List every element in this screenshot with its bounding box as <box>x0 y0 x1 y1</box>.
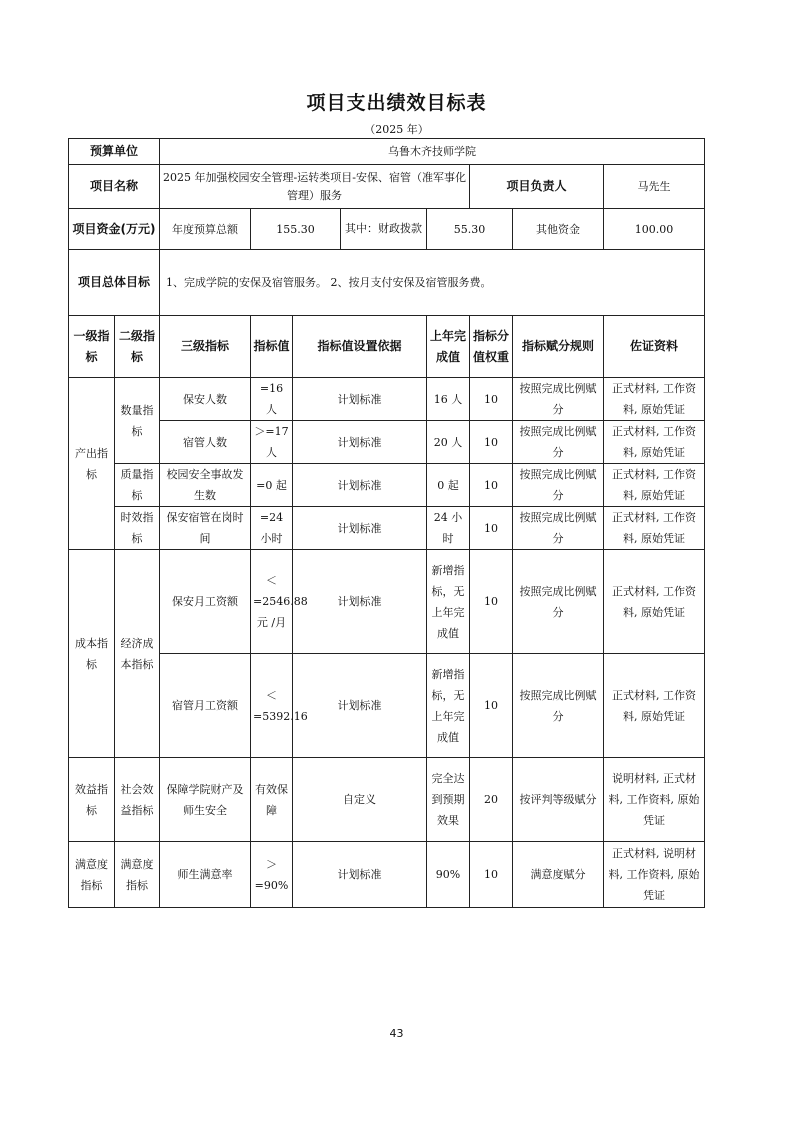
row-basis: 计划标准 <box>293 550 427 654</box>
group-quantity: 数量指标 <box>115 378 160 464</box>
row-weight: 10 <box>470 378 513 421</box>
row-basis: 自定义 <box>293 758 427 842</box>
row-last-year: 新增指标，无上年完成值 <box>427 654 470 758</box>
group-economic: 经济成本指标 <box>115 550 160 758</box>
fiscal-label: 其中：财政拨款 <box>341 209 427 250</box>
project-name-label: 项目名称 <box>69 165 160 209</box>
row-indicator: 保障学院财产及师生安全 <box>160 758 251 842</box>
row-value: ＞=17 人 <box>251 421 293 464</box>
row-basis: 计划标准 <box>293 378 427 421</box>
row-rule: 按照完成比例赋分 <box>513 507 604 550</box>
other-funds-value: 100.00 <box>604 209 705 250</box>
group-output: 产出指标 <box>69 378 115 550</box>
project-funds-row <box>69 209 705 250</box>
annual-budget-label: 年度预算总额 <box>160 209 251 250</box>
overall-goal-label: 项目总体目标 <box>69 250 160 316</box>
header-basis: 指标值设置依据 <box>293 316 427 378</box>
row-rule: 按照完成比例赋分 <box>513 654 604 758</box>
row-evidence: 正式材料, 工作资料, 原始凭证 <box>604 507 705 550</box>
group-cost: 成本指标 <box>69 550 115 758</box>
row-basis: 计划标准 <box>293 507 427 550</box>
year-label: （2025 年） <box>364 123 429 136</box>
row-weight: 10 <box>470 654 513 758</box>
group-quality: 质量指标 <box>115 464 160 507</box>
row-indicator: 校园安全事故发生数 <box>160 464 251 507</box>
row-rule: 按照完成比例赋分 <box>513 378 604 421</box>
row-indicator: 保安人数 <box>160 378 251 421</box>
header-row <box>69 316 705 378</box>
budget-unit-value: 乌鲁木齐技师学院 <box>160 139 705 165</box>
header-level3: 三级指标 <box>160 316 251 378</box>
row-last-year: 16 人 <box>427 378 470 421</box>
row-basis: 计划标准 <box>293 842 427 908</box>
page-title: 项目支出绩效目标表 <box>306 92 487 114</box>
header-value: 指标值 <box>251 316 293 378</box>
row-last-year: 20 人 <box>427 421 470 464</box>
table-row <box>69 378 705 421</box>
row-last-year: 新增指标，无上年完成值 <box>427 550 470 654</box>
fiscal-value: 55.30 <box>427 209 513 250</box>
table-row <box>69 507 705 550</box>
project-name-row <box>69 165 705 209</box>
header-weight: 指标分值权重 <box>470 316 513 378</box>
row-indicator: 宿管月工资额 <box>160 654 251 758</box>
row-weight: 10 <box>470 421 513 464</box>
table-row <box>69 654 705 758</box>
row-indicator: 保安月工资额 <box>160 550 251 654</box>
row-evidence: 正式材料, 工作资料, 原始凭证 <box>604 550 705 654</box>
row-evidence: 说明材料, 正式材料, 工作资料, 原始凭证 <box>604 758 705 842</box>
row-evidence: 正式材料, 工作资料, 原始凭证 <box>604 654 705 758</box>
group-social: 社会效益指标 <box>115 758 160 842</box>
row-indicator: 师生满意率 <box>160 842 251 908</box>
row-value: =24 小时 <box>251 507 293 550</box>
budget-unit-row <box>69 139 705 165</box>
owner-label: 项目负责人 <box>470 165 604 209</box>
performance-target-table <box>68 138 705 908</box>
page-number: 43 <box>389 1027 404 1040</box>
project-name-value: 2025 年加强校园安全管理-运转类项目-安保、宿管（准军事化管理）服务 <box>160 165 470 209</box>
row-value: ＜ =5392.16 <box>251 654 293 758</box>
header-evidence: 佐证资料 <box>604 316 705 378</box>
table-row <box>69 550 705 654</box>
row-weight: 10 <box>470 507 513 550</box>
row-evidence: 正式材料, 工作资料, 原始凭证 <box>604 378 705 421</box>
row-rule: 按照完成比例赋分 <box>513 550 604 654</box>
table-row <box>69 842 705 908</box>
row-last-year: 0 起 <box>427 464 470 507</box>
row-last-year: 24 小时 <box>427 507 470 550</box>
funds-label: 项目资金(万元) <box>69 209 160 250</box>
row-weight: 20 <box>470 758 513 842</box>
row-evidence: 正式材料, 说明材料, 工作资料, 原始凭证 <box>604 842 705 908</box>
row-weight: 10 <box>470 550 513 654</box>
table-row <box>69 758 705 842</box>
table-row <box>69 464 705 507</box>
row-evidence: 正式材料, 工作资料, 原始凭证 <box>604 464 705 507</box>
row-rule: 按照完成比例赋分 <box>513 464 604 507</box>
annual-budget-value: 155.30 <box>251 209 341 250</box>
overall-goal-row <box>69 250 705 316</box>
budget-unit-label: 预算单位 <box>69 139 160 165</box>
group-benefit: 效益指标 <box>69 758 115 842</box>
other-funds-label: 其他资金 <box>513 209 604 250</box>
row-weight: 10 <box>470 464 513 507</box>
header-last-year: 上年完成值 <box>427 316 470 378</box>
row-rule: 按评判等级赋分 <box>513 758 604 842</box>
row-last-year: 完全达到预期效果 <box>427 758 470 842</box>
row-rule: 按照完成比例赋分 <box>513 421 604 464</box>
owner-value: 马先生 <box>604 165 705 209</box>
row-value: =16 人 <box>251 378 293 421</box>
row-basis: 计划标准 <box>293 654 427 758</box>
row-value: =0 起 <box>251 464 293 507</box>
row-indicator: 保安宿管在岗时间 <box>160 507 251 550</box>
row-value: ＞ =90% <box>251 842 293 908</box>
group-timeliness: 时效指标 <box>115 507 160 550</box>
table-row <box>69 421 705 464</box>
row-rule: 满意度赋分 <box>513 842 604 908</box>
header-rule: 指标赋分规则 <box>513 316 604 378</box>
row-value: 有效保障 <box>251 758 293 842</box>
row-basis: 计划标准 <box>293 421 427 464</box>
group-satisfaction-sub: 满意度指标 <box>115 842 160 908</box>
row-weight: 10 <box>470 842 513 908</box>
header-level2: 二级指标 <box>115 316 160 378</box>
row-indicator: 宿管人数 <box>160 421 251 464</box>
row-basis: 计划标准 <box>293 464 427 507</box>
header-level1: 一级指标 <box>69 316 115 378</box>
group-satisfaction: 满意度指标 <box>69 842 115 908</box>
overall-goal-value: 1、完成学院的安保及宿管服务。 2、按月支付安保及宿管服务费。 <box>160 250 705 316</box>
row-last-year: 90% <box>427 842 470 908</box>
row-evidence: 正式材料, 工作资料, 原始凭证 <box>604 421 705 464</box>
row-value: ＜ =2546.88 元 /月 <box>251 550 293 654</box>
